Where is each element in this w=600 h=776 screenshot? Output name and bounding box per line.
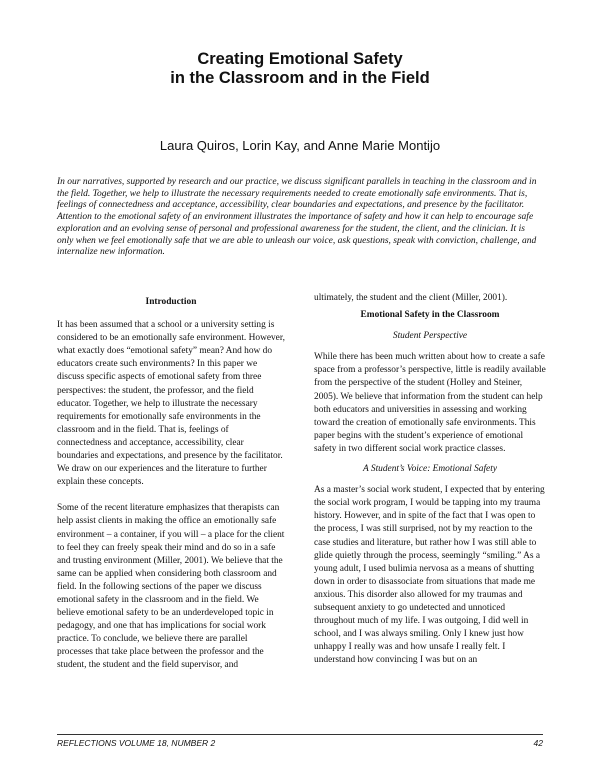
continuation-text: ultimately, the student and the client (Miller, 2001). (314, 293, 508, 303)
classroom-heading: Emotional Safety in the Classroom (360, 310, 500, 321)
abstract: In our narratives, supported by research and our practice, we discuss significant parallels in teaching in the classroom and in the field. Together, we help to illustrate the necessary requirements needed to create emotionally safe environments. That is, feelings of connectedness and acceptance, accessibility, clear boundaries and expectations, and presence by the facilitator. Attention to the emotional safety of an environment illustrates the importance of safety and how it can help to encourage safe exploration and an evolving sense of personal and professional awareness for the student, the client, and the clinician. It is only when we feel emotionally safe that we are able to unleash our voice, ask questions, speak with conviction, challenge, and internalize new information. (57, 177, 537, 258)
left-column (57, 296, 285, 673)
page-title (0, 50, 600, 88)
intro-paragraph-2: Some of the recent literature emphasizes that therapists can help assist clients in making the office an emotionally safe environment – a container, if you will – a place for the client to feel they can freely speak their mind and do so in a safe and trusting environment (Miller, 2001). We believe that the same can be applied when considering both classroom and field. In the following sections of the paper we discuss emotional safety in the classroom and in the field. We believe emotional safety to be an underdeveloped topic in pedagogy, and one that has implications for social work practice. To conclude, we believe there are parallel processes that take place between the professor and the student, the student and the field supervisor, and (57, 503, 285, 671)
introduction-heading: Introduction (145, 297, 197, 307)
footer-divider (57, 734, 543, 735)
student-perspective-subheading: Student Perspective (392, 331, 468, 342)
authors: Laura Quiros, Lorin Kay, and Anne Marie Montijo (159, 138, 441, 153)
student-perspective-paragraph: While there has been much written about how to create a safe space from a professor’s perspective, little is readily available from the perspective of the student (Holley and Steiner, 2005). We believe that information from the student can help both educators and universities in assessing and working toward the creation of emotionally safe environments. This paper begins with the student’s experience of emotional safety in two different social work practice classes. (314, 352, 546, 454)
right-column (314, 292, 546, 667)
students-voice-subheading: A Student’s Voice: Emotional Safety (362, 464, 497, 475)
page-number: 42 (533, 738, 543, 748)
intro-paragraph-1: It has been assumed that a school or a university setting is considered to be an emotionally safe environment. However, what exactly does “emotional safety” mean? And how do educators create such environments? In this paper we discuss specific aspects of emotional safety from three perspectives: the student, the professor, and the field educator. Together, we help to illustrate the necessary requirements for emotionally safe environments in the classroom and in the field. That is, feelings of connectedness and acceptance, accessibility, clear boundaries and expectations, and presence by the facilitator. We draw on our experiences and the literature to further explain these concepts. (57, 320, 285, 488)
title-line-2: in the Classroom and in the Field (170, 69, 430, 87)
journal-name: REFLECTIONS VOLUME 18, NUMBER 2 (57, 738, 216, 748)
title-line-1: Creating Emotional Safety (197, 50, 403, 68)
students-voice-paragraph: As a master’s social work student, I expected that by entering the social work program, I would be tapping into my trauma history. However, and in spite of the fact that I was open to the process, I was still surprised, not by my reaction to the case studies and literature, but rather how I was still able to glide quietly through the process, seemingly “smiling.” As a young adult, I used bulimia nervosa as a means of shutting down in order to disassociate from situations that made me anxious. This disorder also allowed for my traumas and subsequent anxiety to go undetected and unnoticed throughout much of my life. I was outgoing, I did well in school, and I was always smiling. Only I knew just how unhappy I really was and how unsafe I really felt. I understand how convincing I was but on an (314, 485, 545, 666)
